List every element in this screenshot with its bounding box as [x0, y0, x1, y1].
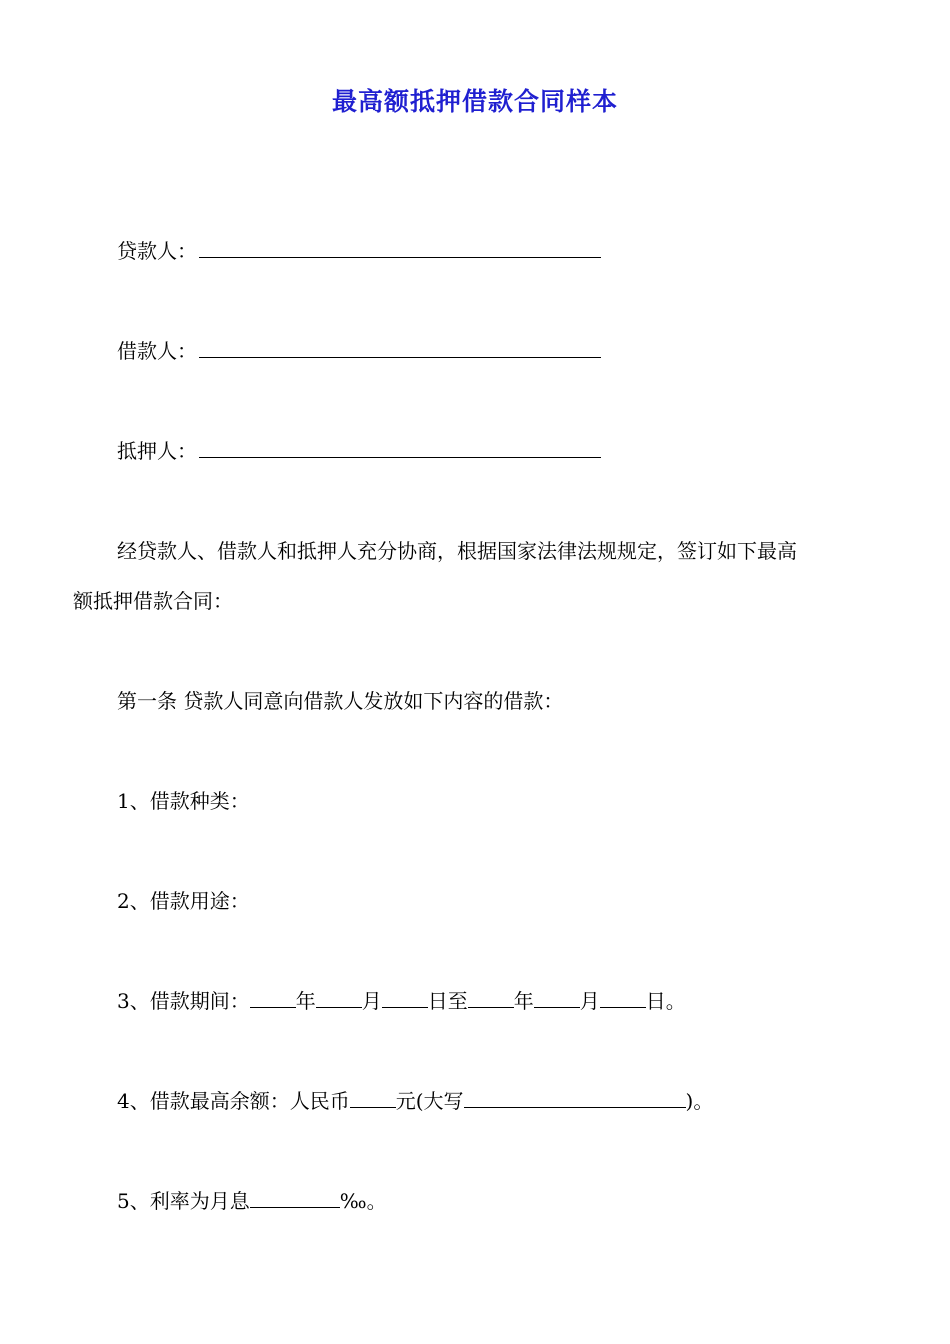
item-loan-purpose: 2、借款用途：: [117, 889, 250, 913]
start-year-blank[interactable]: [250, 989, 296, 1008]
start-day-blank[interactable]: [382, 989, 428, 1008]
borrower-blank[interactable]: [199, 339, 601, 358]
mortgagor-blank[interactable]: [199, 439, 601, 458]
year-label: 年: [513, 989, 534, 1013]
lender-blank[interactable]: [199, 239, 601, 258]
interest-rate-blank[interactable]: [250, 1189, 340, 1208]
year-label: 年: [295, 989, 316, 1013]
mortgagor-label: 抵押人：: [117, 439, 197, 463]
start-month-blank[interactable]: [316, 989, 362, 1008]
yuan-label: 元(大写: [395, 1089, 464, 1113]
item-loan-type: 1、借款种类：: [117, 789, 250, 813]
lender-line: [117, 236, 601, 266]
preamble-line-2: 额抵押借款合同：: [73, 589, 233, 613]
month-label: 月: [361, 989, 382, 1013]
amount-in-words-blank[interactable]: [464, 1089, 686, 1108]
max-balance-label: 4、借款最高余额：人民币: [117, 1089, 350, 1113]
end-month-blank[interactable]: [534, 989, 580, 1008]
item-loan-period: [117, 986, 686, 1016]
loan-period-label: 3、借款期间：: [117, 989, 250, 1013]
month-label: 月: [579, 989, 600, 1013]
closing-label: )。: [685, 1089, 714, 1113]
item-max-balance: [117, 1086, 713, 1116]
mortgagor-line: [117, 436, 601, 466]
interest-rate-label: 5、利率为月息: [117, 1189, 250, 1213]
article-1-heading: 第一条 贷款人同意向借款人发放如下内容的借款：: [117, 689, 564, 713]
per-mille-label: ‰。: [339, 1189, 387, 1213]
end-day-blank[interactable]: [600, 989, 646, 1008]
day-to-label: 日至: [427, 989, 468, 1013]
day-label: 日。: [645, 989, 686, 1013]
end-year-blank[interactable]: [468, 989, 514, 1008]
borrower-label: 借款人：: [117, 339, 197, 363]
borrower-line: [117, 336, 601, 366]
amount-blank[interactable]: [350, 1089, 396, 1108]
item-interest-rate: [117, 1186, 387, 1216]
lender-label: 贷款人：: [117, 239, 197, 263]
document-title: 最高额抵押借款合同样本: [331, 87, 618, 116]
preamble-line-1: 经贷款人、借款人和抵押人充分协商，根据国家法律法规规定，签订如下最高: [117, 539, 797, 563]
